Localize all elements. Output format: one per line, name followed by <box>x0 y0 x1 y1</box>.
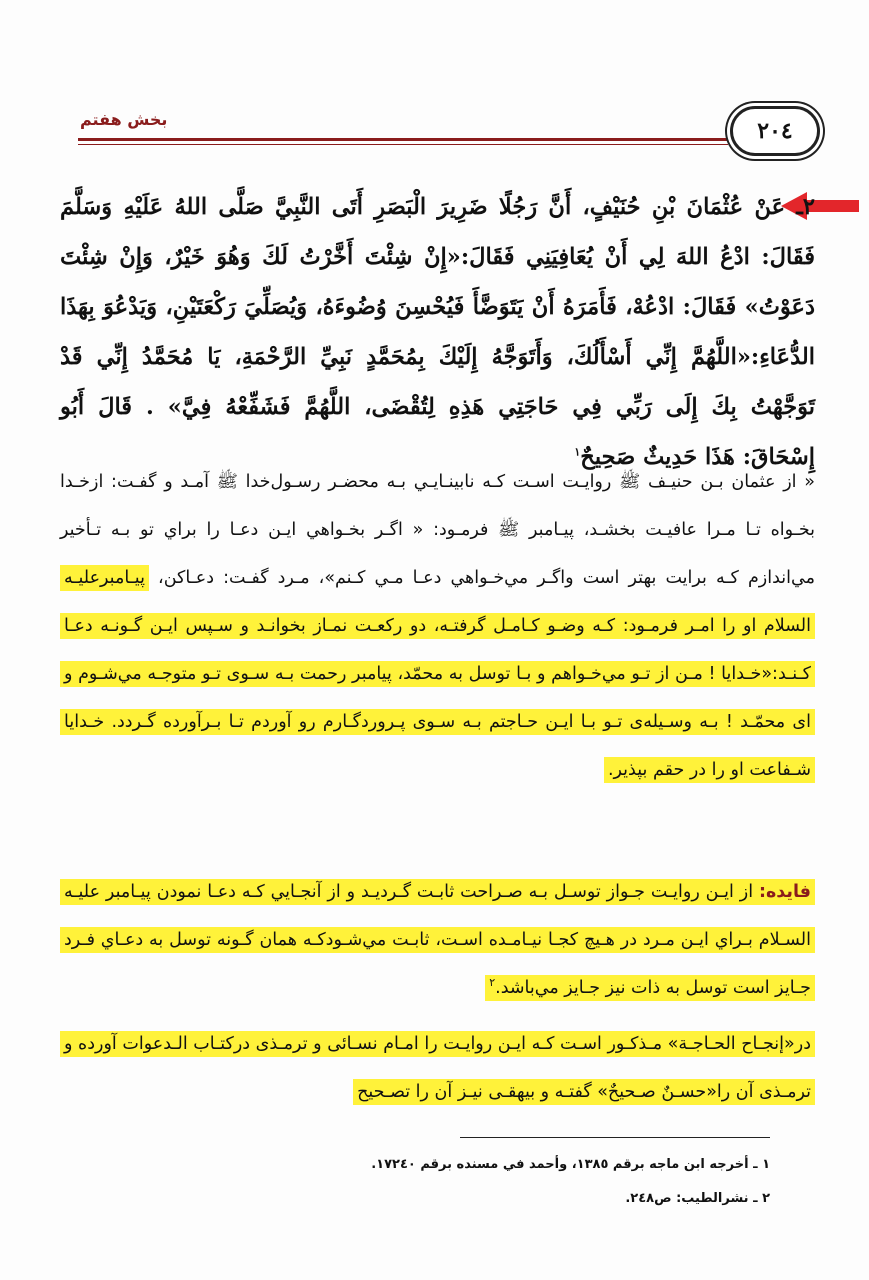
footnote-1: ١ ـ أخرجه ابن ماجه برقم ١٣٨٥، وأحمد في مسنده برقم ١٧٢٤٠. <box>371 1157 770 1172</box>
faida-highlight <box>60 879 815 1001</box>
header-rule-thin <box>78 144 728 145</box>
footnote-ref-1: ١ <box>574 445 581 459</box>
faida-text: از ايـن روايـت جـواز توسـل بـه صـراحت ثابـت گـرديـد و از آنجـايي كـه دعـا نمودن پيـامبر عليـه السـلام بـراي ايـن مـرد در هـيچ كجـا نيـامـده اسـت، ثابـت مي‌شـودكـه همان گـونه توسل به دعـاي فـرد جـايز است توسل به ذات نيز جـايز مي‌باشد. <box>64 882 811 998</box>
arabic-hadith-text: ٢ـ عَنْ عُثْمَانَ بْنِ حُنَيْفٍ، أَنَّ رَجُلًا ضَرِيرَ الْبَصَرِ أَتَى النَّبِيَّ صَلَّى اللهُ عَلَيْهِ وَسَلَّمَ فَقَالَ: ادْعُ اللهَ لِي أَنْ يُعَافِيَنِي فَقَالَ:«إِنْ شِئْتَ أَخَّرْتُ لَكَ وَهُوَ خَيْرٌ، وَإِنْ شِئْتَ دَعَوْتُ» فَقَالَ: ادْعُهْ، فَأَمَرَهُ أَنْ يَتَوَضَّأَ فَيُحْسِنَ وُضُوءَهُ، وَيُصَلِّيَ رَكْعَتَيْنِ، وَيَدْعُوَ بِهَذَا الدُّعَاءِ:«اللَّهُمَّ إِنِّي أَسْأَلُكَ، وَأَتَوَجَّهُ إِلَيْكَ بِمُحَمَّدٍ نَبِيِّ الرَّحْمَةِ، يَا مُحَمَّدُ إِنِّي قَدْ تَوَجَّهْتُ بِكَ إِلَى رَبِّي فِي حَاجَتِي هَذِهِ لِتُقْضَى، اللَّهُمَّ فَشَفِّعْهُ فِيَّ» . قَالَ أَبُو إِسْحَاقَ: هَذَا حَدِيثٌ صَحِيحٌ <box>60 194 815 470</box>
translation-intro: « از عثمان بـن حنيـف ﷺ روايـت اسـت كـه نابينـايـي بـه محضـر رسـول‌خدا ﷺ آمـد و گفـت: ازخـدا بخـواه تـا مـرا عافيـت بخشـد، پيـامبر ﷺ فرمـود: « اگـر بخـواهي ايـن دعـا را براي تو بـه تـأخير مي‌اندازم كـه برايت بهتر است واگـر مي‌خـواهي دعـا مـي كـنم»، مـرد گفـت: دعـاكن، <box>60 472 815 588</box>
section-name: بخش هفتم <box>80 110 168 129</box>
footnote-ref-2: ٢ <box>489 976 496 990</box>
tail-paragraph <box>60 1020 815 1116</box>
translation-highlighted: پيـامبرعليـه السلام او را امـر فرمـود: كـه وضـو كـامـل گرفتـه، دو ركعـت نمـاز بخوانـد و سـپس ايـن گـونـه دعـا كـنـد:«خـدايا ! مـن از تـو مي‌خـواهم و بـا توسل به محمّد، پيامبر رحمت بـه سـوى تـو متوجـه مي‌شـوم و اى محمّـد ! بـه وسـيله‌ى تـو بـا ايـن حـاجتم بـه سـوى پـروردگـارم رو آوردم تـا بـرآورده گـردد. خـدايا شـفاعت او را در حقم بپذير. <box>60 565 815 783</box>
arabic-hadith <box>60 182 815 482</box>
persian-translation <box>60 458 815 794</box>
footnotes <box>330 1148 770 1216</box>
page-number: ٢٠٤ <box>730 106 820 156</box>
footnote-2: ٢ ـ نشرالطيب: ص٢٤٨. <box>625 1191 770 1206</box>
tail-text: در«إنجـاح الحـاجـة» مـذكـور اسـت كـه ايـن روايـت را امـام نسـائى و ترمـذى دركتـاب الـدعوات آورده و ترمـذى آن را«حسـنٌ صـحيحٌ» گفتـه و بيهقـى نيـز آن را تصـحيح <box>60 1031 815 1105</box>
footnote-rule <box>460 1137 770 1138</box>
page-header <box>60 100 820 160</box>
header-rule <box>78 138 748 141</box>
faida-label: فايده: <box>758 882 811 902</box>
faida-paragraph <box>60 868 815 1012</box>
